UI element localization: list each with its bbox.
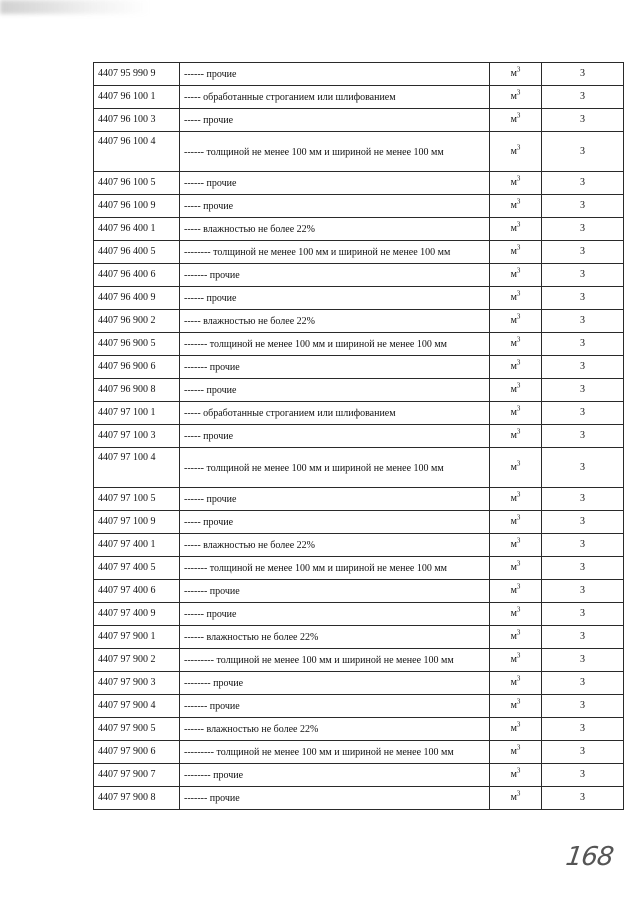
description-cell (180, 534, 490, 557)
unit-exponent: 3 (516, 220, 521, 229)
code-cell: 4407 97 400 5 (94, 557, 180, 580)
table-row (94, 626, 624, 649)
description-cell (180, 241, 490, 264)
unit-cell (490, 86, 542, 109)
table-row (94, 603, 624, 626)
code-cell: 4407 97 900 3 (94, 672, 180, 695)
unit-exponent: 3 (516, 513, 521, 522)
unit-cell (490, 402, 542, 425)
unit-base: м (510, 407, 517, 418)
code-cell: 4407 96 100 3 (94, 109, 180, 132)
unit-cell (490, 695, 542, 718)
unit-exponent: 3 (516, 651, 521, 660)
code-cell: 4407 96 900 6 (94, 356, 180, 379)
unit-text (510, 111, 521, 125)
unit-cell (490, 195, 542, 218)
table-row (94, 132, 624, 172)
value-cell: 3 (542, 287, 624, 310)
unit-base: м (510, 91, 517, 102)
unit-base: м (510, 562, 517, 573)
unit-exponent: 3 (516, 197, 521, 206)
unit-text (510, 490, 521, 504)
description-text: ------- прочие (184, 701, 240, 712)
unit-cell (490, 534, 542, 557)
code-cell: 4407 97 100 9 (94, 511, 180, 534)
unit-base: м (510, 769, 517, 780)
description-cell (180, 695, 490, 718)
code-cell: 4407 97 100 4 (94, 448, 180, 488)
table-row (94, 86, 624, 109)
description-cell (180, 195, 490, 218)
code-cell: 4407 97 900 5 (94, 718, 180, 741)
value-cell: 3 (542, 695, 624, 718)
description-cell (180, 626, 490, 649)
unit-exponent: 3 (516, 266, 521, 275)
description-cell (180, 787, 490, 810)
code-cell: 4407 97 900 2 (94, 649, 180, 672)
value-cell: 3 (542, 333, 624, 356)
unit-cell (490, 511, 542, 534)
unit-exponent: 3 (516, 143, 521, 152)
code-cell: 4407 96 400 6 (94, 264, 180, 287)
value-cell: 3 (542, 264, 624, 287)
code-cell: 4407 95 990 9 (94, 63, 180, 86)
unit-exponent: 3 (516, 243, 521, 252)
value-cell: 3 (542, 672, 624, 695)
description-text: -------- прочие (184, 678, 244, 689)
unit-text (510, 197, 521, 211)
table-row (94, 356, 624, 379)
unit-base: м (510, 361, 517, 372)
unit-cell (490, 718, 542, 741)
value-cell: 3 (542, 132, 624, 172)
description-text: ------- толщиной не менее 100 мм и шириной не менее 100 мм (184, 339, 448, 350)
unit-text (510, 766, 521, 780)
unit-base: м (510, 677, 517, 688)
value-cell: 3 (542, 649, 624, 672)
code-cell: 4407 97 900 1 (94, 626, 180, 649)
table-row (94, 264, 624, 287)
unit-base: м (510, 246, 517, 257)
unit-base: м (510, 68, 517, 79)
unit-cell (490, 264, 542, 287)
unit-cell (490, 132, 542, 172)
table-row (94, 764, 624, 787)
code-cell: 4407 97 900 7 (94, 764, 180, 787)
unit-exponent: 3 (516, 335, 521, 344)
unit-exponent: 3 (516, 743, 521, 752)
description-text: --------- толщиной не менее 100 мм и шириной не менее 100 мм (184, 747, 454, 758)
description-text: ------ прочие (184, 178, 237, 189)
code-cell: 4407 96 100 9 (94, 195, 180, 218)
code-cell: 4407 97 400 6 (94, 580, 180, 603)
description-cell (180, 109, 490, 132)
description-cell (180, 172, 490, 195)
unit-exponent: 3 (516, 174, 521, 183)
unit-cell (490, 241, 542, 264)
value-cell: 3 (542, 557, 624, 580)
value-cell: 3 (542, 741, 624, 764)
description-text: ------- толщиной не менее 100 мм и шириной не менее 100 мм (184, 563, 448, 574)
table-row (94, 402, 624, 425)
unit-base: м (510, 631, 517, 642)
unit-text (510, 720, 521, 734)
unit-base: м (510, 145, 517, 157)
unit-text (510, 628, 521, 642)
code-cell: 4407 96 100 5 (94, 172, 180, 195)
code-cell: 4407 96 900 2 (94, 310, 180, 333)
value-cell: 3 (542, 425, 624, 448)
value-cell: 3 (542, 764, 624, 787)
code-cell: 4407 97 100 3 (94, 425, 180, 448)
unit-cell (490, 603, 542, 626)
unit-base: м (510, 654, 517, 665)
unit-cell (490, 172, 542, 195)
table-row (94, 172, 624, 195)
unit-base: м (510, 292, 517, 303)
unit-cell (490, 557, 542, 580)
description-text: ----- прочие (184, 517, 234, 528)
unit-exponent: 3 (516, 65, 521, 74)
description-cell (180, 580, 490, 603)
description-cell (180, 264, 490, 287)
code-cell: 4407 96 400 9 (94, 287, 180, 310)
description-text: ----- влажностью не более 22% (184, 224, 315, 235)
unit-cell (490, 649, 542, 672)
unit-text (510, 88, 521, 102)
table-row (94, 310, 624, 333)
description-cell (180, 764, 490, 787)
description-cell (180, 603, 490, 626)
unit-base: м (510, 792, 517, 803)
unit-text (510, 312, 521, 326)
description-cell (180, 379, 490, 402)
unit-exponent: 3 (516, 381, 521, 390)
unit-base: м (510, 585, 517, 596)
unit-cell (490, 764, 542, 787)
description-cell (180, 86, 490, 109)
description-cell (180, 132, 490, 172)
unit-text (510, 427, 521, 441)
code-cell: 4407 97 900 6 (94, 741, 180, 764)
table-row (94, 672, 624, 695)
unit-text (510, 789, 521, 803)
unit-cell (490, 672, 542, 695)
unit-cell (490, 741, 542, 764)
scan-smudge (0, 0, 150, 14)
unit-exponent: 3 (516, 766, 521, 775)
table-row (94, 218, 624, 241)
description-text: ------ толщиной не менее 100 мм и шириной не менее 100 мм (184, 147, 444, 158)
table-row (94, 580, 624, 603)
code-cell: 4407 96 400 1 (94, 218, 180, 241)
unit-base: м (510, 608, 517, 619)
value-cell: 3 (542, 603, 624, 626)
table-row (94, 448, 624, 488)
code-cell: 4407 97 100 1 (94, 402, 180, 425)
unit-text (510, 697, 521, 711)
unit-text (510, 65, 521, 79)
table-row (94, 195, 624, 218)
unit-text (510, 513, 521, 527)
table-row (94, 241, 624, 264)
table-row (94, 425, 624, 448)
description-text: ------ прочие (184, 293, 237, 304)
description-text: ----- обработанные строганием или шлифованием (184, 92, 396, 103)
value-cell: 3 (542, 379, 624, 402)
value-cell: 3 (542, 580, 624, 603)
unit-text (510, 559, 521, 573)
unit-cell (490, 109, 542, 132)
unit-text (510, 266, 521, 280)
description-text: ----- влажностью не более 22% (184, 540, 315, 551)
unit-text (510, 220, 521, 234)
unit-cell (490, 448, 542, 488)
unit-base: м (510, 723, 517, 734)
description-cell (180, 649, 490, 672)
unit-exponent: 3 (516, 559, 521, 568)
code-cell: 4407 96 900 8 (94, 379, 180, 402)
description-cell (180, 448, 490, 488)
unit-text (510, 289, 521, 303)
value-cell: 3 (542, 310, 624, 333)
unit-exponent: 3 (516, 111, 521, 120)
table-row (94, 109, 624, 132)
value-cell: 3 (542, 195, 624, 218)
unit-cell (490, 425, 542, 448)
value-cell: 3 (542, 402, 624, 425)
value-cell: 3 (542, 787, 624, 810)
unit-base: м (510, 223, 517, 234)
description-text: -------- прочие (184, 770, 244, 781)
tariff-code-table (93, 62, 624, 810)
unit-text (510, 243, 521, 257)
unit-base: м (510, 461, 517, 473)
unit-exponent: 3 (516, 697, 521, 706)
unit-base: м (510, 114, 517, 125)
value-cell: 3 (542, 718, 624, 741)
description-cell (180, 741, 490, 764)
table-row (94, 718, 624, 741)
unit-base: м (510, 493, 517, 504)
unit-text (510, 358, 521, 372)
unit-base: м (510, 430, 517, 441)
description-text: ----- обработанные строганием или шлифованием (184, 408, 396, 419)
unit-base: м (510, 539, 517, 550)
description-cell (180, 557, 490, 580)
description-text: ------- прочие (184, 793, 240, 804)
description-text: ------- прочие (184, 586, 240, 597)
unit-exponent: 3 (516, 289, 521, 298)
value-cell: 3 (542, 488, 624, 511)
table-row (94, 488, 624, 511)
unit-cell (490, 63, 542, 86)
description-cell (180, 718, 490, 741)
value-cell: 3 (542, 534, 624, 557)
table-row (94, 557, 624, 580)
value-cell: 3 (542, 356, 624, 379)
unit-cell (490, 626, 542, 649)
description-cell (180, 672, 490, 695)
description-text: ------ прочие (184, 69, 237, 80)
unit-cell (490, 333, 542, 356)
table-row (94, 649, 624, 672)
unit-exponent: 3 (516, 490, 521, 499)
unit-text (510, 174, 521, 188)
value-cell: 3 (542, 172, 624, 195)
unit-exponent: 3 (516, 404, 521, 413)
unit-cell (490, 287, 542, 310)
value-cell: 3 (542, 511, 624, 534)
unit-exponent: 3 (516, 674, 521, 683)
unit-base: м (510, 200, 517, 211)
value-cell: 3 (542, 63, 624, 86)
unit-text (510, 651, 521, 665)
table-body (94, 63, 624, 810)
code-cell: 4407 97 400 9 (94, 603, 180, 626)
value-cell: 3 (542, 448, 624, 488)
unit-text (510, 605, 521, 619)
unit-cell (490, 310, 542, 333)
description-cell (180, 333, 490, 356)
unit-cell (490, 218, 542, 241)
unit-exponent: 3 (516, 88, 521, 97)
table-row (94, 695, 624, 718)
description-text: ------- прочие (184, 362, 240, 373)
unit-text (510, 536, 521, 550)
unit-exponent: 3 (516, 605, 521, 614)
unit-cell (490, 379, 542, 402)
description-cell (180, 425, 490, 448)
value-cell: 3 (542, 86, 624, 109)
unit-cell (490, 356, 542, 379)
unit-text (510, 404, 521, 418)
value-cell: 3 (542, 109, 624, 132)
unit-exponent: 3 (516, 789, 521, 798)
unit-text (510, 674, 521, 688)
unit-base: м (510, 516, 517, 527)
description-cell (180, 488, 490, 511)
unit-base: м (510, 384, 517, 395)
unit-base: м (510, 338, 517, 349)
description-text: ----- прочие (184, 115, 234, 126)
unit-exponent: 3 (516, 459, 521, 468)
description-text: ------- прочие (184, 270, 240, 281)
unit-text (510, 381, 521, 395)
description-cell (180, 287, 490, 310)
unit-exponent: 3 (516, 720, 521, 729)
description-text: ------ прочие (184, 609, 237, 620)
unit-base: м (510, 700, 517, 711)
unit-text (510, 459, 521, 473)
unit-base: м (510, 315, 517, 326)
unit-text (510, 582, 521, 596)
handwritten-page-number: 168 (563, 842, 615, 872)
unit-cell (490, 787, 542, 810)
code-cell: 4407 96 100 1 (94, 86, 180, 109)
description-text: ------ прочие (184, 494, 237, 505)
table-row (94, 333, 624, 356)
code-cell: 4407 97 100 5 (94, 488, 180, 511)
code-cell: 4407 97 900 8 (94, 787, 180, 810)
table-row (94, 63, 624, 86)
unit-cell (490, 580, 542, 603)
value-cell: 3 (542, 218, 624, 241)
code-cell: 4407 96 900 5 (94, 333, 180, 356)
description-cell (180, 63, 490, 86)
code-cell: 4407 96 100 4 (94, 132, 180, 172)
table-row (94, 379, 624, 402)
unit-exponent: 3 (516, 582, 521, 591)
code-cell: 4407 96 400 5 (94, 241, 180, 264)
description-text: ------ влажностью не более 22% (184, 724, 319, 735)
description-cell (180, 356, 490, 379)
description-text: ----- прочие (184, 431, 234, 442)
description-cell (180, 310, 490, 333)
description-text: --------- толщиной не менее 100 мм и шириной не менее 100 мм (184, 655, 454, 666)
code-cell: 4407 97 400 1 (94, 534, 180, 557)
value-cell: 3 (542, 241, 624, 264)
description-text: ------ прочие (184, 385, 237, 396)
unit-text (510, 743, 521, 757)
description-text: ----- прочие (184, 201, 234, 212)
table-row (94, 787, 624, 810)
description-text: ----- влажностью не более 22% (184, 316, 315, 327)
unit-exponent: 3 (516, 427, 521, 436)
unit-exponent: 3 (516, 358, 521, 367)
description-cell (180, 218, 490, 241)
unit-exponent: 3 (516, 628, 521, 637)
table-row (94, 534, 624, 557)
description-text: -------- толщиной не менее 100 мм и шириной не менее 100 мм (184, 247, 451, 258)
table-row (94, 287, 624, 310)
unit-text (510, 143, 521, 157)
description-cell (180, 511, 490, 534)
unit-base: м (510, 746, 517, 757)
table-row (94, 741, 624, 764)
unit-base: м (510, 269, 517, 280)
unit-base: м (510, 177, 517, 188)
unit-exponent: 3 (516, 312, 521, 321)
description-cell (180, 402, 490, 425)
unit-text (510, 335, 521, 349)
table-row (94, 511, 624, 534)
unit-cell (490, 488, 542, 511)
description-text: ------ толщиной не менее 100 мм и шириной не менее 100 мм (184, 463, 444, 474)
code-cell: 4407 97 900 4 (94, 695, 180, 718)
unit-exponent: 3 (516, 536, 521, 545)
description-text: ------ влажностью не более 22% (184, 632, 319, 643)
value-cell: 3 (542, 626, 624, 649)
